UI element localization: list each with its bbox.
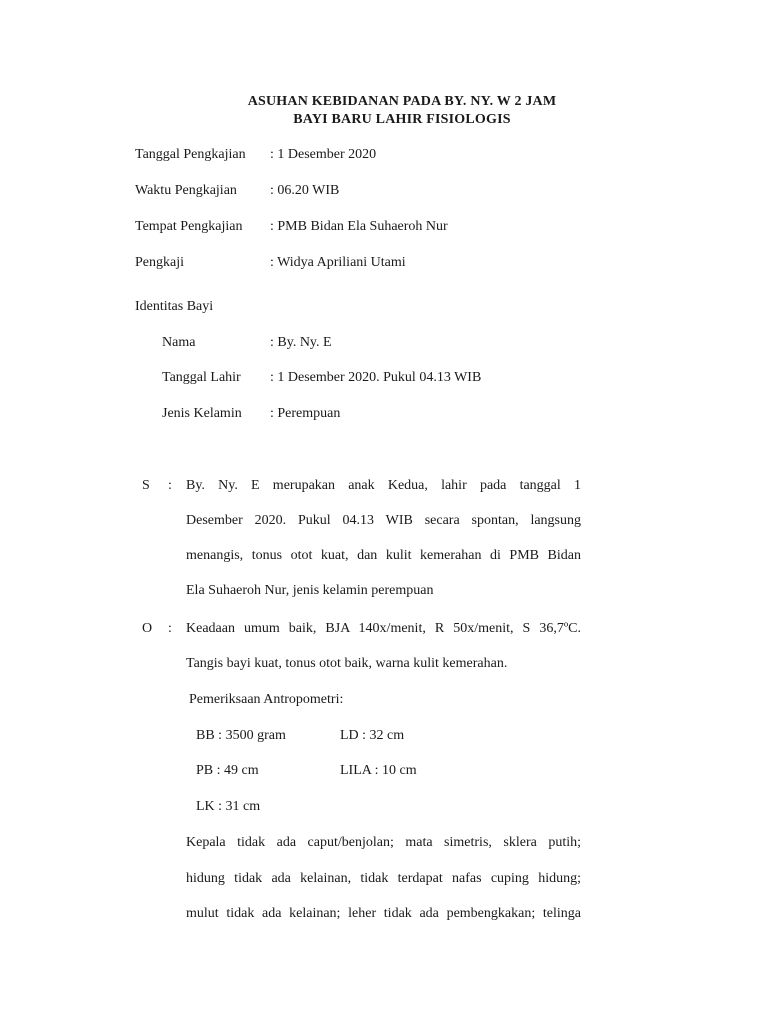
exam-line-1: Kepala tidak ada caput/benjolan; mata simetris, sklera putih; — [186, 835, 581, 850]
assessment-time-value: : 06.20 WIB — [270, 183, 340, 198]
sex-value: : Perempuan — [270, 406, 341, 421]
objective-line-1: Keadaan umum baik, BJA 140x/menit, R 50x/menit, S 36,7ºC. — [186, 621, 581, 636]
anthro-bb: BB : 3500 gram — [196, 728, 286, 743]
document-title-line-2: BAYI BARU LAHIR FISIOLOGIS — [293, 112, 511, 127]
subjective-line-4: Ela Suhaeroh Nur, jenis kelamin perempuan — [186, 583, 434, 598]
assessor-value: : Widya Apriliani Utami — [270, 255, 406, 270]
anthro-lk: LK : 31 cm — [196, 799, 261, 814]
objective-colon: : — [168, 621, 172, 636]
objective-letter: O — [142, 621, 153, 636]
assessment-place-value: : PMB Bidan Ela Suhaeroh Nur — [270, 219, 448, 234]
anthro-pb: PB : 49 cm — [196, 763, 259, 778]
anthro-ld: LD : 32 cm — [340, 728, 405, 743]
birth-date-label: Tanggal Lahir — [162, 370, 241, 385]
assessment-date-value: : 1 Desember 2020 — [270, 147, 377, 162]
assessment-date-label: Tanggal Pengkajian — [135, 147, 246, 162]
sex-label: Jenis Kelamin — [162, 406, 242, 421]
baby-name-value: : By. Ny. E — [270, 335, 332, 350]
birth-date-value: : 1 Desember 2020. Pukul 04.13 WIB — [270, 370, 482, 385]
subjective-line-3: menangis, tonus otot kuat, dan kulit kemerahan di PMB Bidan — [186, 548, 581, 563]
document-title-line-1: ASUHAN KEBIDANAN PADA BY. NY. W 2 JAM — [247, 94, 557, 109]
subjective-colon: : — [168, 478, 172, 493]
subjective-line-1: By. Ny. E merupakan anak Kedua, lahir pada tanggal 1 — [186, 478, 581, 493]
subjective-letter: S — [142, 478, 150, 493]
exam-line-2: hidung tidak ada kelainan, tidak terdapat nafas cuping hidung; — [186, 871, 581, 886]
assessor-label: Pengkaji — [135, 255, 184, 270]
assessment-place-label: Tempat Pengkajian — [135, 219, 243, 234]
anthropometry-heading: Pemeriksaan Antropometri: — [189, 692, 344, 707]
identity-heading: Identitas Bayi — [135, 299, 214, 314]
baby-name-label: Nama — [162, 335, 196, 350]
exam-line-3: mulut tidak ada kelainan; leher tidak ada pembengkakan; telinga — [186, 906, 581, 921]
subjective-line-2: Desember 2020. Pukul 04.13 WIB secara spontan, langsung — [186, 513, 581, 528]
objective-line-2: Tangis bayi kuat, tonus otot baik, warna kulit kemerahan. — [186, 656, 508, 671]
anthro-lila: LILA : 10 cm — [340, 763, 417, 778]
assessment-time-label: Waktu Pengkajian — [135, 183, 237, 198]
